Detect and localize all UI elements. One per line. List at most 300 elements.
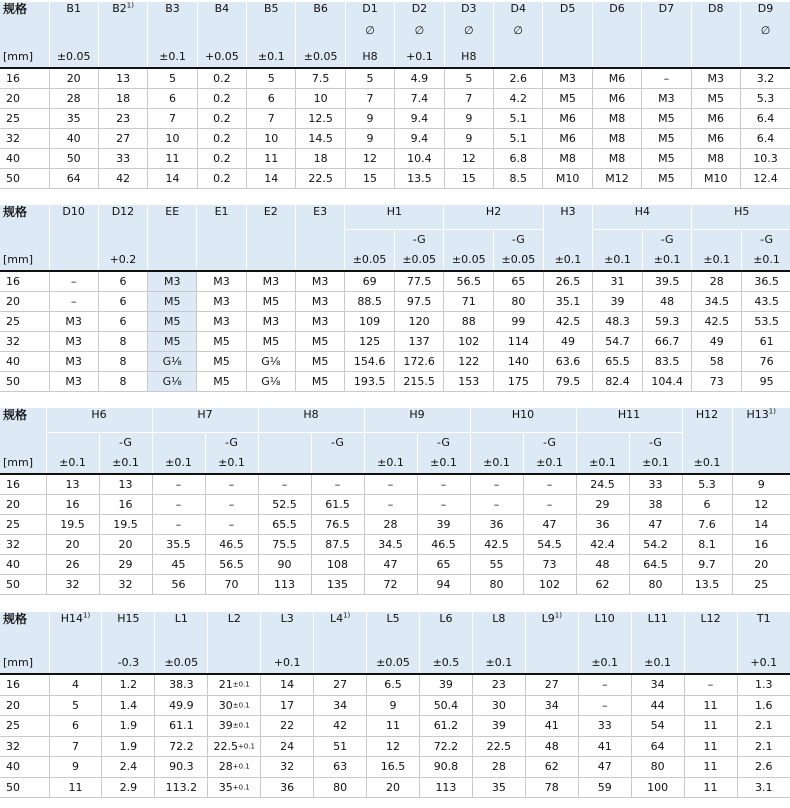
table-cell: 11 xyxy=(684,716,737,737)
table-row xyxy=(0,129,790,149)
table-row xyxy=(0,695,790,716)
table-cell: 4.9 xyxy=(395,68,444,89)
group-header: H7 xyxy=(152,408,258,432)
table-row xyxy=(0,332,790,352)
table-cell: M5 xyxy=(197,372,246,392)
table-cell: 28 xyxy=(692,271,742,292)
size-cell: 20 xyxy=(0,292,49,312)
table-cell: 28 xyxy=(472,757,525,778)
table-row xyxy=(0,716,790,737)
table-cell: 137 xyxy=(394,332,444,352)
group-header: H2 xyxy=(444,205,543,229)
table-cell: 56.5 xyxy=(205,555,258,575)
table-cell: 61.2 xyxy=(419,716,472,737)
table-cell: – xyxy=(152,495,205,515)
group-header: H8 xyxy=(258,408,364,432)
table-cell: 28 xyxy=(49,89,98,109)
table-cell: 35.5 xyxy=(152,535,205,555)
table-cell: 20 xyxy=(49,68,98,89)
sub-header: -G xyxy=(99,432,152,450)
table-cell: 3.2 xyxy=(740,68,790,89)
table-cell: 43.5 xyxy=(742,292,790,312)
table-cell: 5 xyxy=(444,68,493,89)
table-cell: 20 xyxy=(99,535,152,555)
table-cell: 69 xyxy=(345,271,395,292)
table-cell: 80 xyxy=(470,575,523,595)
table-cell: 50 xyxy=(49,149,98,169)
tolerance: ±0.1 xyxy=(593,247,643,271)
table-cell: G⅛ xyxy=(148,372,197,392)
table-cell: 29 xyxy=(99,555,152,575)
table-cell: 19.5 xyxy=(99,515,152,535)
table-cell: 5 xyxy=(247,68,296,89)
table-cell: 104.4 xyxy=(642,372,692,392)
size-cell: 40 xyxy=(0,149,49,169)
table-cell: 9.4 xyxy=(395,129,444,149)
table-cell: – xyxy=(642,68,691,89)
table-cell: 15 xyxy=(345,169,394,189)
table-cell: 63 xyxy=(314,757,367,778)
table-cell: 55 xyxy=(470,555,523,575)
table-cell: M5 xyxy=(197,332,246,352)
sub-header: -G xyxy=(394,229,444,247)
table-cell: 38 xyxy=(629,495,682,515)
table-cell: M6 xyxy=(543,109,592,129)
table-cell: 0.2 xyxy=(197,89,246,109)
column-header: B5 xyxy=(247,2,296,24)
table-cell: 88.5 xyxy=(345,292,395,312)
size-label: 规格 xyxy=(0,612,49,640)
table-cell: 2.9 xyxy=(102,777,155,798)
size-cell: 20 xyxy=(0,695,49,716)
sub-header: -G xyxy=(417,432,470,450)
table-cell: 0.2 xyxy=(197,109,246,129)
table-cell: – xyxy=(578,674,631,695)
table-cell: 12.4 xyxy=(740,169,790,189)
table-cell: M3 xyxy=(197,292,246,312)
column-header: H14$^{1)}$ xyxy=(49,612,102,640)
table-cell: – xyxy=(578,695,631,716)
table-cell: 12 xyxy=(732,495,790,515)
table-cell: 0.2 xyxy=(197,169,246,189)
size-cell: 32 xyxy=(0,736,49,757)
table-cell: 16 xyxy=(732,535,790,555)
table-cell: 9 xyxy=(444,109,493,129)
table-cell: 17 xyxy=(261,695,314,716)
tolerance: ±0.05 xyxy=(394,247,444,271)
table-cell: 13 xyxy=(98,68,147,89)
size-cell: 16 xyxy=(0,674,49,695)
table-cell: 49 xyxy=(692,332,742,352)
table-cell: 94 xyxy=(417,575,470,595)
table-cell: 45 xyxy=(152,555,205,575)
table-cell: 35+0.1 xyxy=(208,777,261,798)
table-cell: 33 xyxy=(578,716,631,737)
table-cell: 7.4 xyxy=(395,89,444,109)
table-cell: M6 xyxy=(691,109,740,129)
tolerance: ±0.5 xyxy=(419,640,472,674)
table-cell: 33 xyxy=(629,474,682,495)
table-cell: 56 xyxy=(152,575,205,595)
column-header: L8 xyxy=(472,612,525,640)
table-cell: 39.5 xyxy=(642,271,692,292)
table-cell: M5 xyxy=(295,372,344,392)
table-cell: 12 xyxy=(444,149,493,169)
table-cell: 27 xyxy=(525,674,578,695)
column-header: D9 xyxy=(740,2,790,24)
table-cell: 113 xyxy=(258,575,311,595)
tolerance: ±0.1 xyxy=(631,640,684,674)
table-cell: M3 xyxy=(295,271,344,292)
column-header: L9$^{1)}$ xyxy=(525,612,578,640)
table-cell: 10 xyxy=(296,89,345,109)
table-cell: 54.7 xyxy=(593,332,643,352)
table-cell: 25 xyxy=(732,575,790,595)
table-cell: 48 xyxy=(642,292,692,312)
column-header: T1 xyxy=(737,612,790,640)
table-cell: M3 xyxy=(691,68,740,89)
table-cell: 6 xyxy=(98,312,147,332)
column-header: D3 xyxy=(444,2,493,24)
table-cell: 42 xyxy=(314,716,367,737)
table-cell: 65.5 xyxy=(593,352,643,372)
table-cell: 64 xyxy=(631,736,684,757)
table-cell: 13.5 xyxy=(682,575,732,595)
table-cell: 54.5 xyxy=(523,535,576,555)
group-header: H5 xyxy=(692,205,790,229)
table-cell: 97.5 xyxy=(394,292,444,312)
table-cell: 10.3 xyxy=(740,149,790,169)
tolerance: ±0.1 xyxy=(642,247,692,271)
table-cell: 41 xyxy=(578,736,631,757)
table-cell: G⅛ xyxy=(148,352,197,372)
table-cell: 78 xyxy=(525,777,578,798)
table-cell: 215.5 xyxy=(394,372,444,392)
table-cell: 122 xyxy=(444,352,494,372)
table-cell: 39 xyxy=(593,292,643,312)
table-cell: M10 xyxy=(691,169,740,189)
table-cell: 13 xyxy=(46,474,99,495)
column-header: L11 xyxy=(631,612,684,640)
table-cell: 11 xyxy=(684,695,737,716)
table-cell: M12 xyxy=(592,169,641,189)
table-cell: 14 xyxy=(148,169,197,189)
sub-header: -G xyxy=(311,432,364,450)
table-cell: 58 xyxy=(692,352,742,372)
table-body xyxy=(0,674,790,798)
size-cell: 32 xyxy=(0,535,46,555)
table-cell: 30±0.1 xyxy=(208,695,261,716)
table-cell: 140 xyxy=(494,352,544,372)
table-cell: 5 xyxy=(345,68,394,89)
table-cell: 36 xyxy=(576,515,629,535)
table-cell: 11 xyxy=(247,149,296,169)
table-cell: 47 xyxy=(523,515,576,535)
table-cell: 47 xyxy=(629,515,682,535)
table-cell: M3 xyxy=(543,68,592,89)
table-cell: 38.3 xyxy=(155,674,208,695)
tolerance: +0.1 xyxy=(395,44,444,68)
table-cell: 24 xyxy=(261,736,314,757)
size-label: 规格 xyxy=(0,205,49,247)
table-cell: 10 xyxy=(148,129,197,149)
table-body xyxy=(0,474,790,595)
size-cell: 40 xyxy=(0,555,46,575)
table-cell: 108 xyxy=(311,555,364,575)
table-cell: 80 xyxy=(631,757,684,778)
table-cell: 88 xyxy=(444,312,494,332)
table-cell: M3 xyxy=(246,271,295,292)
tolerance: ±0.1 xyxy=(470,450,523,474)
table-cell: 82.4 xyxy=(593,372,643,392)
table-cell: 83.5 xyxy=(642,352,692,372)
table-row xyxy=(0,372,790,392)
table-cell: 153 xyxy=(444,372,494,392)
size-cell: 25 xyxy=(0,716,49,737)
table-cell: 6.4 xyxy=(740,129,790,149)
column-header: EE xyxy=(148,205,197,247)
table-cell: M3 xyxy=(295,292,344,312)
table-cell: 1.6 xyxy=(737,695,790,716)
table-cell: 1.4 xyxy=(102,695,155,716)
tolerance: ±0.1 xyxy=(472,640,525,674)
table-cell: 8 xyxy=(98,332,147,352)
size-label: 规格 xyxy=(0,2,49,24)
table-cell: M3 xyxy=(148,271,197,292)
group-header: H4 xyxy=(593,205,692,229)
table-cell: 18 xyxy=(98,89,147,109)
table-cell: 72.2 xyxy=(419,736,472,757)
table-cell: 46.5 xyxy=(205,535,258,555)
table-cell: 28 xyxy=(364,515,417,535)
table-cell: 34 xyxy=(314,695,367,716)
table-cell: 7 xyxy=(345,89,394,109)
table-row xyxy=(0,292,790,312)
table-cell: 80 xyxy=(494,292,544,312)
table-cell: 39±0.1 xyxy=(208,716,261,737)
table-cell: 1.9 xyxy=(102,736,155,757)
column-header: D10 xyxy=(49,205,98,247)
table-row xyxy=(0,495,790,515)
size-cell: 20 xyxy=(0,89,49,109)
table-cell: 5.1 xyxy=(494,109,543,129)
table-cell: 47 xyxy=(364,555,417,575)
tolerance: ±0.05 xyxy=(494,247,544,271)
table-cell: 35.1 xyxy=(543,292,593,312)
table-cell: 35 xyxy=(49,109,98,129)
table-cell: 95 xyxy=(742,372,790,392)
tolerance: ±0.05 xyxy=(296,44,345,68)
table-cell: 9 xyxy=(367,695,420,716)
table-cell: 48 xyxy=(576,555,629,575)
table-cell: – xyxy=(684,674,737,695)
table-row xyxy=(0,68,790,89)
table-cell: 6.4 xyxy=(740,109,790,129)
table-cell: 4.2 xyxy=(494,89,543,109)
tolerance: ±0.1 xyxy=(523,450,576,474)
table-cell: M3 xyxy=(246,312,295,332)
table-cell: M8 xyxy=(543,149,592,169)
table-cell: M3 xyxy=(49,332,98,352)
tolerance: ±0.1 xyxy=(742,247,790,271)
table-cell: M5 xyxy=(642,109,691,129)
group-header: H1 xyxy=(345,205,444,229)
unit-label: [mm] xyxy=(0,450,46,474)
column-header: B6 xyxy=(296,2,345,24)
table-cell: 44 xyxy=(631,695,684,716)
table-cell: – xyxy=(417,474,470,495)
table-row xyxy=(0,575,790,595)
table-cell: – xyxy=(152,474,205,495)
tolerance: -0.3 xyxy=(102,640,155,674)
table-cell: 32 xyxy=(46,575,99,595)
spec-table-1 xyxy=(0,2,790,189)
table-cell: 10 xyxy=(247,129,296,149)
table-cell: – xyxy=(523,495,576,515)
table-cell: 54 xyxy=(631,716,684,737)
table-cell: 59 xyxy=(578,777,631,798)
table-cell: 35 xyxy=(472,777,525,798)
table-row xyxy=(0,352,790,372)
table-cell: 7.5 xyxy=(296,68,345,89)
tolerance: +0.05 xyxy=(197,44,246,68)
tolerance: +0.2 xyxy=(98,247,147,271)
table-cell: 11 xyxy=(684,777,737,798)
table-cell: 1.3 xyxy=(737,674,790,695)
table-body xyxy=(0,68,790,189)
table-cell: – xyxy=(205,474,258,495)
table-cell: 7 xyxy=(49,736,102,757)
column-header: L1 xyxy=(155,612,208,640)
table-cell: 193.5 xyxy=(345,372,395,392)
table-cell: 102 xyxy=(444,332,494,352)
table-cell: 5.1 xyxy=(494,129,543,149)
tolerance: ±0.1 xyxy=(152,450,205,474)
table-cell: 34.5 xyxy=(692,292,742,312)
unit-label: [mm] xyxy=(0,44,49,68)
size-cell: 40 xyxy=(0,352,49,372)
table-cell: 114 xyxy=(494,332,544,352)
table-cell: – xyxy=(205,515,258,535)
table-row xyxy=(0,674,790,695)
table-cell: 16 xyxy=(46,495,99,515)
size-cell: 16 xyxy=(0,474,46,495)
table-cell: – xyxy=(470,474,523,495)
table-cell: – xyxy=(364,495,417,515)
table-cell: G⅛ xyxy=(246,352,295,372)
table-cell: 76 xyxy=(742,352,790,372)
column-header: L6 xyxy=(419,612,472,640)
table-cell: M3 xyxy=(49,312,98,332)
table-cell: 66.7 xyxy=(642,332,692,352)
table-cell: 61.5 xyxy=(311,495,364,515)
table-cell: 6.5 xyxy=(367,674,420,695)
table-cell: 135 xyxy=(311,575,364,595)
column-header: H15 xyxy=(102,612,155,640)
table-cell: 42.4 xyxy=(576,535,629,555)
table-cell: 8.1 xyxy=(682,535,732,555)
diameter-symbol: ∅ xyxy=(395,24,444,44)
table-cell: 34 xyxy=(631,674,684,695)
table-cell: 2.4 xyxy=(102,757,155,778)
table-cell: 42.5 xyxy=(692,312,742,332)
table-row xyxy=(0,736,790,757)
table-cell: M6 xyxy=(691,129,740,149)
table-cell: – xyxy=(523,474,576,495)
table-cell: 6 xyxy=(682,495,732,515)
table-cell: 22.5 xyxy=(296,169,345,189)
table-cell: 2.6 xyxy=(494,68,543,89)
tolerance: ±0.1 xyxy=(543,247,593,271)
table-cell: 40 xyxy=(49,129,98,149)
table-cell: 23 xyxy=(472,674,525,695)
table-cell: M3 xyxy=(49,372,98,392)
tolerance: H8 xyxy=(444,44,493,68)
table-cell: 9.7 xyxy=(682,555,732,575)
table-cell: M5 xyxy=(543,89,592,109)
table-cell: 65 xyxy=(417,555,470,575)
table-cell: 80 xyxy=(314,777,367,798)
table-cell: M5 xyxy=(642,129,691,149)
column-header: E3 xyxy=(295,205,344,247)
column-header: H3 xyxy=(543,205,593,247)
table-cell: 42.5 xyxy=(543,312,593,332)
table-cell: M3 xyxy=(197,312,246,332)
sub-header: -G xyxy=(629,432,682,450)
table-cell: 2.1 xyxy=(737,736,790,757)
table-cell: 65 xyxy=(494,271,544,292)
table-cell: 20 xyxy=(46,535,99,555)
table-cell: 20 xyxy=(367,777,420,798)
table-cell: 49.9 xyxy=(155,695,208,716)
table-cell: 62 xyxy=(525,757,578,778)
tolerance: ±0.1 xyxy=(247,44,296,68)
table-cell: G⅛ xyxy=(246,372,295,392)
table-cell: 32 xyxy=(261,757,314,778)
size-cell: 50 xyxy=(0,777,49,798)
table-cell: 90.8 xyxy=(419,757,472,778)
table-cell: M5 xyxy=(197,352,246,372)
column-header: D5 xyxy=(543,2,592,24)
table-cell: 24.5 xyxy=(576,474,629,495)
table-cell: 6 xyxy=(98,271,147,292)
table-cell: 9 xyxy=(444,129,493,149)
tolerance: ±0.1 xyxy=(205,450,258,474)
table-cell: 27 xyxy=(314,674,367,695)
table-cell: 12 xyxy=(367,736,420,757)
table-cell: 2.6 xyxy=(737,757,790,778)
tolerance: ±0.05 xyxy=(367,640,420,674)
table-cell: 22.5 xyxy=(472,736,525,757)
table-row xyxy=(0,515,790,535)
table-cell: M5 xyxy=(691,89,740,109)
table-cell: 64.5 xyxy=(629,555,682,575)
table-cell: 39 xyxy=(419,674,472,695)
table-cell: 6 xyxy=(98,292,147,312)
table-cell: 154.6 xyxy=(345,352,395,372)
column-header: E2 xyxy=(246,205,295,247)
table-cell: – xyxy=(49,292,98,312)
table-cell: 7 xyxy=(444,89,493,109)
diameter-symbol: ∅ xyxy=(494,24,543,44)
column-header: L2 xyxy=(208,612,261,640)
table-cell: 14.5 xyxy=(296,129,345,149)
table-cell: 0.2 xyxy=(197,149,246,169)
table-cell: M3 xyxy=(295,312,344,332)
table-cell: 11 xyxy=(684,757,737,778)
table-cell: 12.5 xyxy=(296,109,345,129)
size-cell: 50 xyxy=(0,575,46,595)
